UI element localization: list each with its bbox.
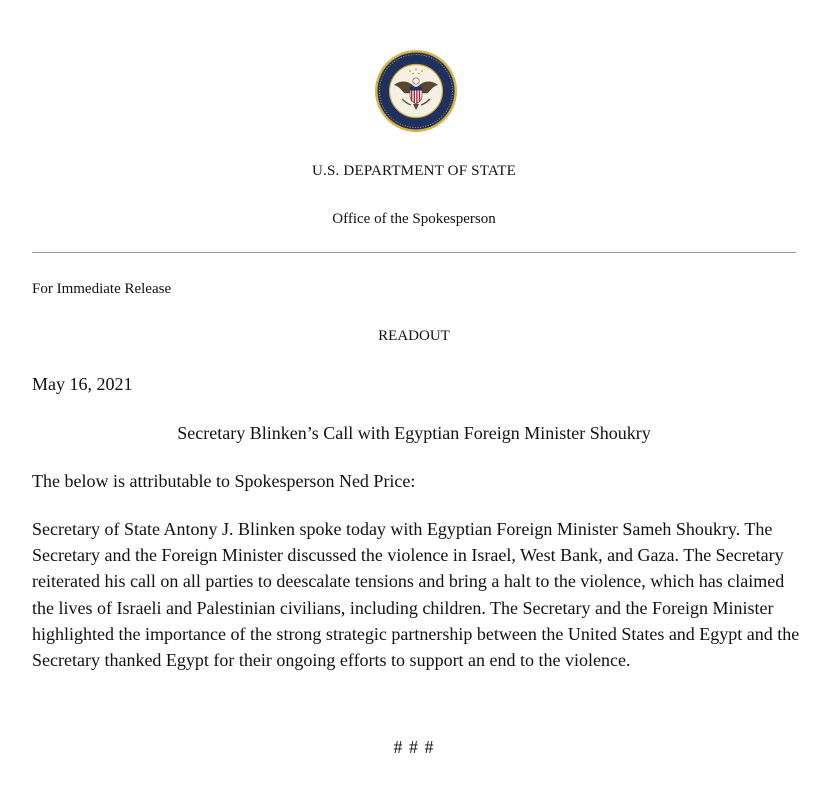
end-mark: # # # [393, 737, 435, 757]
department-name: U.S. DEPARTMENT OF STATE [312, 163, 516, 179]
release-date: May 16, 2021 [32, 374, 133, 394]
article-body: Secretary of State Antony J. Blinken spoke today with Egyptian Foreign Minister Sameh Shoukry. The Secretary and the Foreign Minister discussed the violence in Israel, West Bank, and Gaza. The Secretary reiterated his call on all parties to deescalate tensions and bring a halt to the violence, which has claimed the lives of Israeli and Palestinian civilians, including children. The Secretary and the Foreign Minister highlighted the importance of the strong strategic partnership between the United States and Egypt and the Secretary thanked Egypt for their ongoing efforts to support an end to the violence. [32, 519, 800, 671]
department-of-state-seal-icon [374, 49, 458, 133]
release-notice: For Immediate Release [32, 281, 172, 297]
document-type: READOUT [378, 328, 450, 344]
article-title: Secretary Blinken’s Call with Egyptian Foreign Minister Shoukry [177, 423, 651, 443]
office-name: Office of the Spokesperson [332, 211, 496, 227]
header-divider [32, 252, 796, 253]
attribution-line: The below is attributable to Spokesperson Ned Price: [32, 471, 416, 491]
